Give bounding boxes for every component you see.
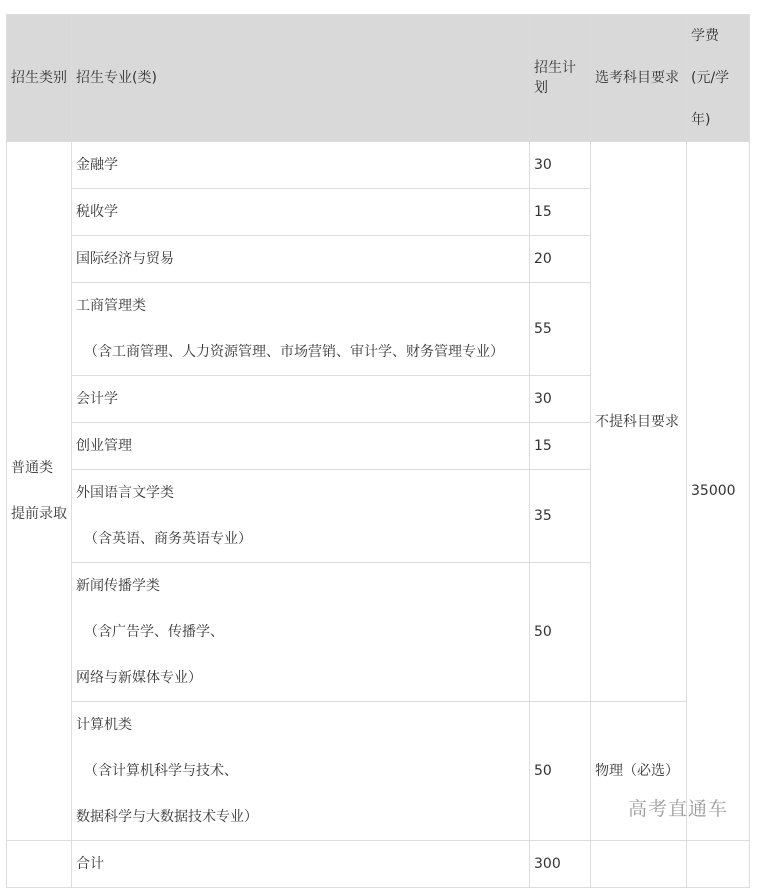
- major-note: （含英语、商务英语专业）: [84, 531, 252, 547]
- watermark: 高考直通车: [628, 798, 729, 820]
- major-name: 工商管理类: [76, 298, 146, 314]
- category-line2: 提前录取: [11, 506, 67, 522]
- header-plan: 招生计划: [530, 15, 591, 142]
- total-empty-cell: [591, 841, 687, 888]
- plan-cell: 35: [530, 470, 591, 563]
- category-line1: 普通类: [11, 460, 53, 476]
- major-cell: 国际经济与贸易: [72, 236, 530, 283]
- total-empty-cell: [687, 841, 750, 888]
- major-note: （含广告学、传播学、: [84, 624, 224, 640]
- major-note: （含工商管理、人力资源管理、市场营销、审计学、财务管理专业）: [84, 344, 504, 360]
- header-fee: [687, 15, 750, 142]
- major-name: 计算机类: [76, 717, 132, 733]
- header-fee-line2: (元/学年): [691, 70, 730, 128]
- major-name: 外国语言文学类: [76, 485, 174, 501]
- major-cell: 税收学: [72, 189, 530, 236]
- header-subjects: 选考科目要求: [591, 15, 687, 142]
- subjects-general-cell: 不提科目要求: [591, 142, 687, 702]
- major-cell: [72, 702, 530, 841]
- plan-cell: 50: [530, 702, 591, 841]
- header-major: 招生专业(类): [72, 15, 530, 142]
- major-cell: 金融学: [72, 142, 530, 189]
- major-cell: 会计学: [72, 376, 530, 423]
- table-header-row: [7, 15, 750, 142]
- total-empty-cell: [7, 841, 72, 888]
- major-note: （含计算机科学与技术、: [84, 763, 238, 779]
- header-category: 招生类别: [7, 15, 72, 142]
- major-cell: [72, 283, 530, 376]
- enrollment-table: [6, 14, 750, 888]
- header-fee-line1: 学费: [691, 28, 719, 44]
- fee-cell: 35000: [687, 142, 750, 841]
- major-note-continued: 网络与新媒体专业）: [76, 670, 202, 686]
- major-note-continued: 数据科学与大数据技术专业）: [76, 809, 258, 825]
- plan-cell: 30: [530, 142, 591, 189]
- major-name: 新闻传播学类: [76, 578, 160, 594]
- total-label: 合计: [72, 841, 530, 888]
- plan-cell: 15: [530, 189, 591, 236]
- plan-cell: 30: [530, 376, 591, 423]
- major-cell: [72, 470, 530, 563]
- subjects-computer-cell: 物理（必选）: [591, 702, 687, 841]
- table-row: [7, 142, 750, 189]
- category-cell: [7, 142, 72, 841]
- plan-cell: 15: [530, 423, 591, 470]
- total-plan: 300: [530, 841, 591, 888]
- plan-cell: 50: [530, 563, 591, 702]
- major-cell: [72, 563, 530, 702]
- major-cell: 创业管理: [72, 423, 530, 470]
- total-row: [7, 841, 750, 888]
- plan-cell: 20: [530, 236, 591, 283]
- plan-cell: 55: [530, 283, 591, 376]
